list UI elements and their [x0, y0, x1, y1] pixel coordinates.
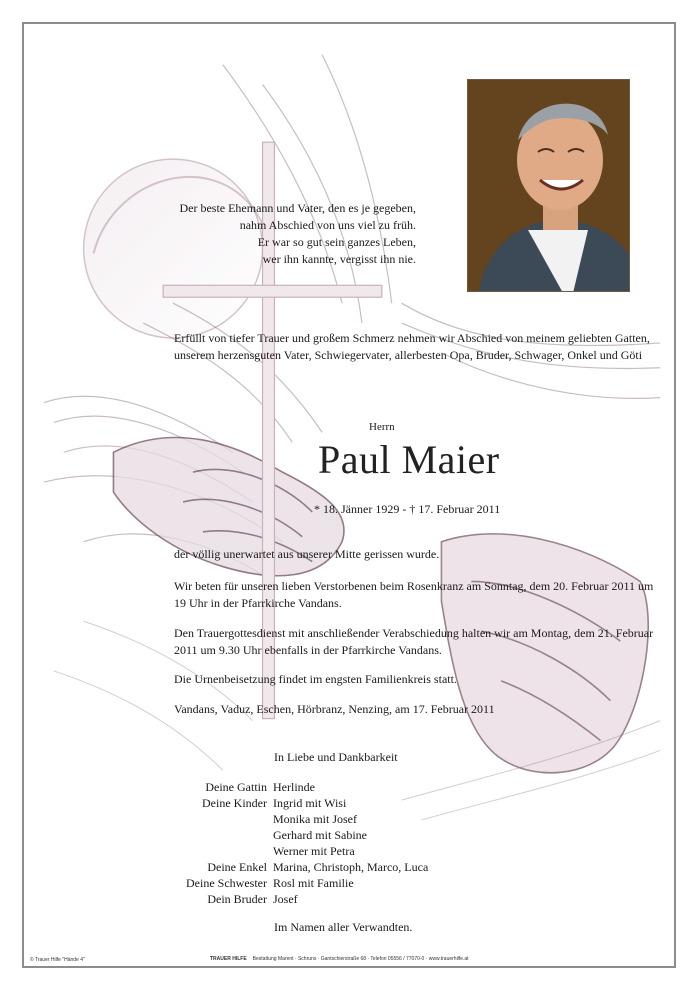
poem-line: wer ihn kannte, vergisst ihn nie.	[262, 252, 416, 266]
family-names: Rosl mit Familie	[273, 876, 354, 890]
family-relation	[119, 827, 273, 843]
family-list	[119, 779, 428, 907]
poem-line: nahm Abschied von uns viel zu früh.	[239, 218, 416, 232]
family-names: Monika mit Josef	[273, 812, 357, 826]
copyright-note: © Trauer Hilfe "Hände 4"	[30, 957, 85, 963]
family-names: Herlinde	[273, 780, 315, 794]
family-relation: Deine Schwester	[186, 876, 267, 890]
family-row	[119, 891, 428, 907]
poem-line: Er war so gut sein ganzes Leben,	[257, 235, 416, 249]
family-names: Josef	[273, 892, 298, 906]
poem-line: Der beste Ehemann und Vater, den es je gegeben,	[179, 201, 416, 215]
family-relation: Dein Bruder	[207, 892, 267, 906]
family-row	[119, 859, 428, 875]
family-relation	[119, 843, 273, 859]
intro-text: Erfüllt von tiefer Trauer und großem Schmerz nehmen wir Abschied von meinem geliebten Gatten, unserem herzensguten Vater, Schwiegervater, allerbesten Opa, Bruder, Schwager, Onkel und Göti	[174, 331, 650, 362]
memorial-poem	[96, 200, 416, 268]
footer-imprint	[210, 956, 469, 962]
footer-address: Bestattung Marent · Schruns · Gantschierstraße 68 · Telefon 05556 / 77070-0 · www.trauerhilfe.at	[252, 956, 469, 962]
deceased-name: Paul Maier	[318, 437, 500, 482]
closing-line: Im Namen aller Verwandten.	[274, 920, 413, 934]
family-names: Werner mit Petra	[273, 844, 355, 858]
paragraph: Den Trauergottesdienst mit anschließender Verabschiedung halten wir am Montag, dem 21. Februar 2011 um 9.30 Uhr ebenfalls in der Pfarrkirche Vandans.	[174, 626, 654, 657]
obituary-card	[22, 22, 676, 968]
paragraph: Vandans, Vaduz, Eschen, Hörbranz, Nenzing, am 17. Februar 2011	[174, 702, 495, 716]
family-relation: Deine Enkel	[207, 860, 267, 874]
family-row	[119, 827, 428, 843]
family-row	[119, 779, 428, 795]
footer-brand: TRAUER HILFE	[210, 956, 247, 962]
family-names: Gerhard mit Sabine	[273, 828, 367, 842]
life-dates: * 18. Jänner 1929 - † 17. Februar 2011	[314, 502, 501, 516]
family-relation: Deine Gattin	[205, 780, 267, 794]
family-names: Marina, Christoph, Marco, Luca	[273, 860, 429, 874]
family-row	[119, 795, 428, 811]
family-row	[119, 843, 428, 859]
family-relation	[119, 811, 273, 827]
family-relation: Deine Kinder	[202, 796, 267, 810]
family-row	[119, 811, 428, 827]
salutation: Herrn	[369, 421, 395, 433]
portrait-photo	[467, 79, 630, 292]
family-row	[119, 875, 428, 891]
paragraph: Die Urnenbeisetzung findet im engsten Familienkreis statt.	[174, 672, 457, 686]
paragraph: Wir beten für unseren lieben Verstorbenen beim Rosenkranz am Sonntag, dem 20. Februar 2011 um 19 Uhr in der Pfarrkirche Vandans.	[174, 579, 654, 610]
love-line: In Liebe und Dankbarkeit	[274, 750, 398, 764]
family-names: Ingrid mit Wisi	[273, 796, 347, 810]
paragraph: der völlig unerwartet aus unserer Mitte gerissen wurde.	[174, 547, 440, 561]
